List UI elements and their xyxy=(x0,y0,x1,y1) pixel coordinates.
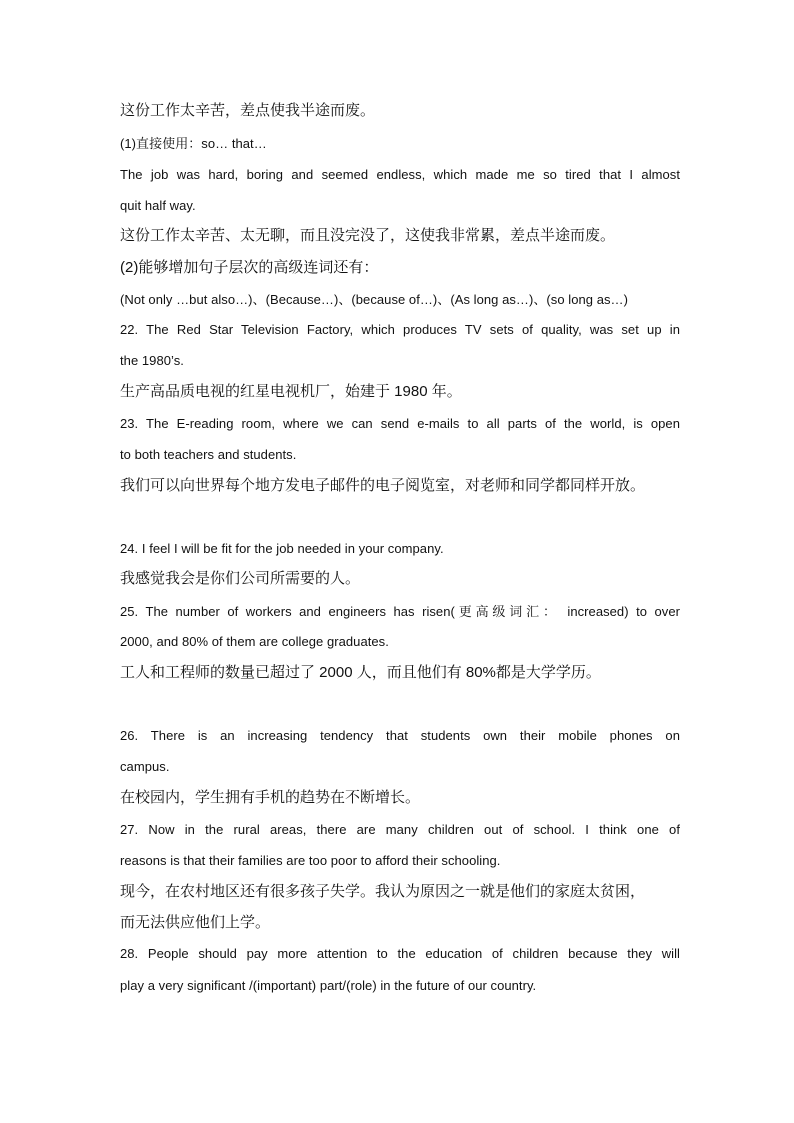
text-line: reasons is that their families are too poor to afford their schooling. xyxy=(120,853,501,868)
text-line: (2)能够增加句子层次的高级连词还有： xyxy=(120,259,379,276)
text-line: The job was hard, boring and seemed endless, which made me so tired that I almost xyxy=(120,167,680,182)
text-line: 我们可以向世界每个地方发电子邮件的电子阅览室，对老师和同学都同样开放。 xyxy=(120,477,646,494)
text-line: 22. The Red Star Television Factory, which produces TV sets of quality, was set up in xyxy=(120,322,680,337)
text-line: (1)直接使用：so… that… xyxy=(120,136,267,151)
text-line: 这份工作太辛苦，差点使我半途而废。 xyxy=(120,102,376,119)
text-line: 25. The number of workers and engineers has risen(更高级词汇： increased) to over xyxy=(120,604,680,619)
text-line: quit half way. xyxy=(120,198,196,213)
text-line: 在校园内，学生拥有手机的趋势在不断增长。 xyxy=(120,789,421,806)
text-line: 27. Now in the rural areas, there are many children out of school. I think one of xyxy=(120,822,680,837)
text-line: 23. The E-reading room, where we can send e-mails to all parts of the world, is open xyxy=(120,416,680,431)
text-line: 这份工作太辛苦、太无聊，而且没完没了，这使我非常累，差点半途而废。 xyxy=(120,227,616,244)
text-line: to both teachers and students. xyxy=(120,447,297,462)
text-line: campus. xyxy=(120,759,170,774)
text-line: play a very significant /(important) part/(role) in the future of our country. xyxy=(120,978,537,993)
text-line: 24. I feel I will be fit for the job needed in your company. xyxy=(120,541,444,556)
text-line: 现今，在农村地区还有很多孩子失学。我认为原因之一就是他们的家庭太贫困， xyxy=(120,883,646,900)
text-line: 我感觉我会是你们公司所需要的人。 xyxy=(120,570,361,587)
text-line: 而无法供应他们上学。 xyxy=(120,914,271,931)
text-line: 生产高品质电视的红星电视机厂，始建于 1980 年。 xyxy=(120,383,462,400)
text-line: 26. There is an increasing tendency that students own their mobile phones on xyxy=(120,728,680,743)
text-line: 28. People should pay more attention to the education of children because they will xyxy=(120,946,680,961)
text-line: 2000, and 80% of them are college graduates. xyxy=(120,634,389,649)
text-line: 工人和工程师的数量已超过了 2000 人，而且他们有 80%都是大学学历。 xyxy=(120,664,601,681)
text-line: (Not only …but also…)、(Because…)、(because of…)、(As long as…)、(so long as…) xyxy=(120,292,628,307)
text-line: the 1980’s. xyxy=(120,353,184,368)
